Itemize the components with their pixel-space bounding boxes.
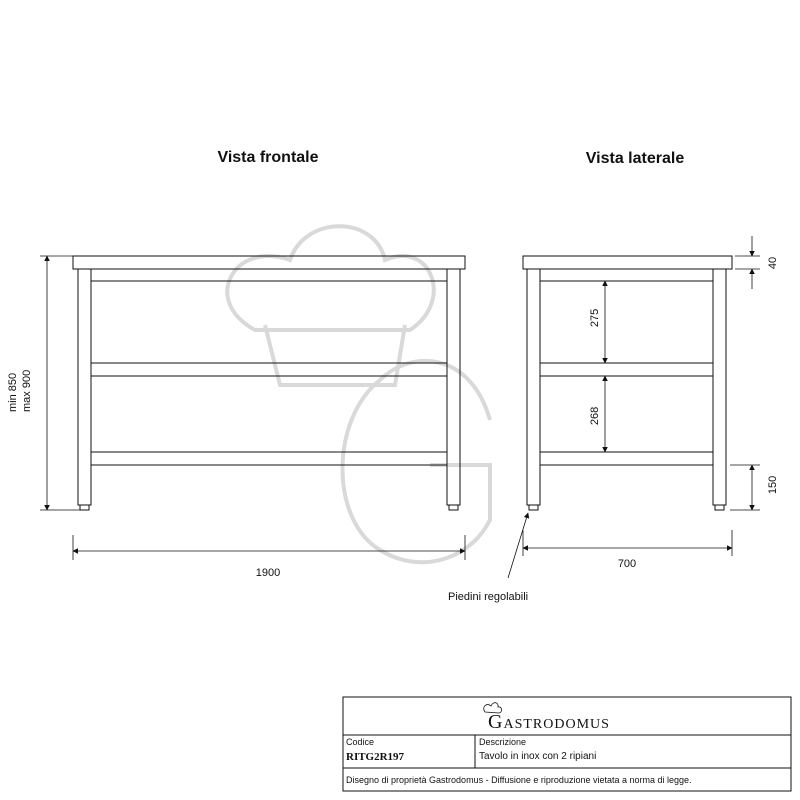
lower-gap-label: 268 [589,406,601,426]
width-label: 1900 [255,567,281,579]
front-width-dimension [73,535,465,560]
side-view-table [523,256,732,510]
top-thickness-label: 40 [767,256,779,270]
front-view-table [73,256,465,510]
feet-callout-leader [508,513,528,578]
feet-callout-label: Piedini regolabili [448,591,529,603]
description-label: Descrizione [479,737,527,747]
height-min-label: min 850 [7,372,19,412]
code-value: RITG2R197 [346,751,405,763]
front-view-title: Vista frontale [217,149,319,166]
description-value: Tavolo in inox con 2 ripiani [479,751,597,762]
upper-gap-label: 275 [589,308,601,328]
code-label: Codice [346,737,375,747]
top-thickness-dimension [735,236,760,289]
side-depth-dimension [523,530,732,556]
front-height-dimension [40,256,80,510]
depth-label: 700 [617,558,637,570]
brand-name: GASTRODOMUS [488,711,610,733]
height-max-label: max 900 [21,369,33,412]
bottom-clearance-dimension [730,465,760,510]
bottom-clearance-label: 150 [767,475,779,495]
watermark-logo-icon [227,226,490,562]
side-view-title: Vista laterale [585,150,685,167]
ownership-notice: Disegno di proprietà Gastrodomus - Diffusione e riproduzione vietata a norma di legge. [346,775,692,785]
